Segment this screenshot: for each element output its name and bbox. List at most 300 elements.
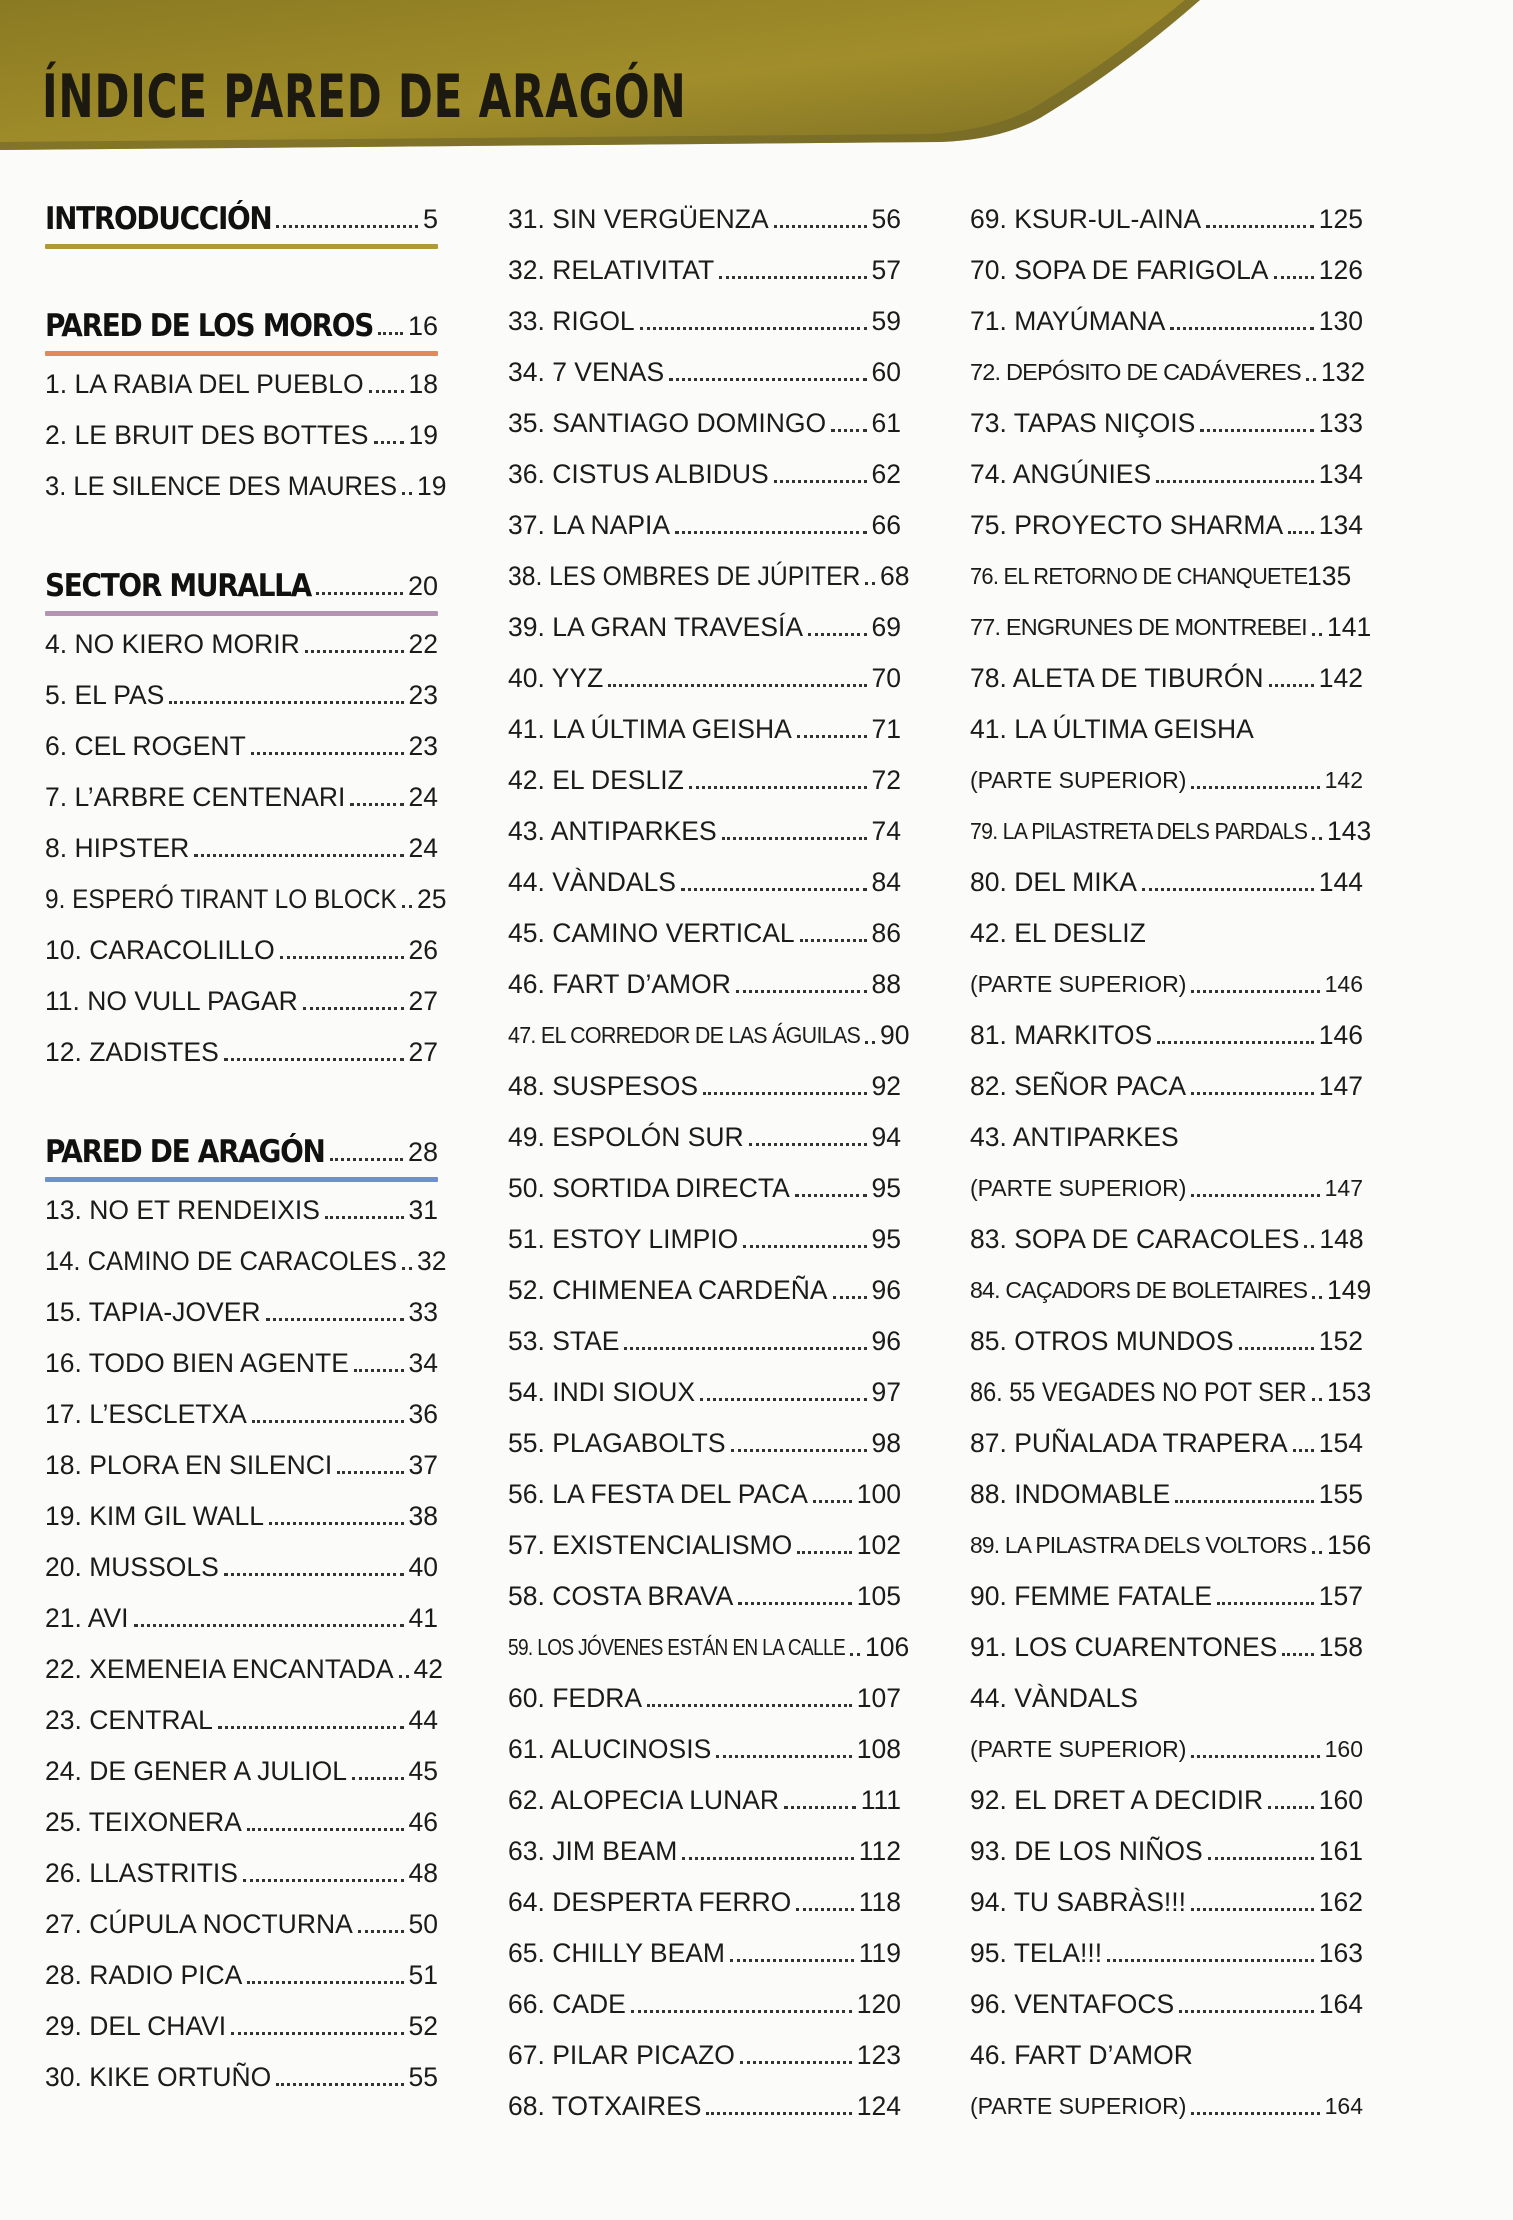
entry-label: 35. SANTIAGO DOMINGO: [508, 408, 827, 438]
index-entry: [508, 251, 901, 285]
index-entry: [508, 863, 901, 897]
dot-leader: [354, 1369, 404, 1372]
entry-label: 43. ANTIPARKES: [970, 1122, 1179, 1152]
index-entry: [45, 1446, 438, 1480]
dot-leader: [134, 1624, 404, 1627]
index-entry: [970, 710, 1363, 744]
entry-label: 58. COSTA BRAVA: [508, 1581, 734, 1611]
page-number: 50: [408, 1909, 438, 1939]
index-entry: [45, 880, 447, 914]
index-entry: [970, 1883, 1363, 1917]
dot-leader: [231, 2032, 403, 2035]
entry-label: 61. ALUCINOSIS: [508, 1734, 712, 1764]
page-number: 118: [858, 1887, 901, 1917]
page-number: 143: [1327, 816, 1372, 846]
index-entry: [508, 1220, 901, 1254]
dot-leader: [730, 1959, 854, 1962]
dot-leader: [1156, 480, 1314, 483]
index-entry: [508, 1118, 901, 1152]
dot-leader: [624, 1347, 866, 1350]
index-entry: [508, 302, 901, 336]
page-title: ÍNDICE PARED DE ARAGÓN: [42, 62, 687, 132]
entry-label: 30. KIKE ORTUÑO: [45, 2062, 272, 2092]
page-number: 23: [408, 731, 438, 761]
index-entry: [45, 982, 438, 1016]
dot-leader: [194, 854, 403, 857]
dot-leader: [719, 276, 866, 279]
page-number: 45: [408, 1756, 438, 1786]
page-number: 102: [856, 1530, 901, 1560]
index-entry: [45, 778, 438, 812]
index-entry: [45, 1242, 447, 1276]
index-entry: [508, 1883, 901, 1917]
index-entry: [45, 727, 438, 761]
entry-label: 39. LA GRAN TRAVESÍA: [508, 612, 804, 642]
dot-leader: [797, 735, 867, 738]
entry-label: 25. TEIXONERA: [45, 1807, 242, 1837]
page-number: 107: [856, 1683, 901, 1713]
dot-leader: [743, 1245, 866, 1248]
entry-label: 57. EXISTENCIALISMO: [508, 1530, 793, 1560]
page-number: 72: [871, 765, 901, 795]
dot-leader: [1179, 2010, 1314, 2013]
entry-label: 72. DEPÓSITO DE CADÁVERES: [970, 359, 1301, 385]
dot-leader: [831, 429, 866, 432]
dot-leader: [402, 905, 412, 908]
index-entry: [508, 1067, 901, 1101]
dot-leader: [352, 1777, 404, 1780]
page-number: 44: [408, 1705, 438, 1735]
dot-leader: [224, 1058, 404, 1061]
dot-leader: [1269, 684, 1314, 687]
dot-leader: [399, 1675, 409, 1678]
entry-label: 91. LOS CUARENTONES: [970, 1632, 1278, 1662]
index-entry: [508, 965, 901, 999]
page-number: 98: [871, 1428, 901, 1458]
dot-leader: [689, 786, 867, 789]
index-entry: [45, 2007, 438, 2041]
dot-leader: [1312, 1551, 1322, 1554]
entry-label: 60. FEDRA: [508, 1683, 643, 1713]
entry-label: 40. YYZ: [508, 663, 604, 693]
page-number: 147: [1324, 1175, 1363, 1201]
dot-leader: [608, 684, 866, 687]
page-number: 134: [1318, 510, 1363, 540]
index-entry: [508, 914, 901, 948]
index-entry: [970, 2036, 1363, 2070]
page-number: 88: [871, 969, 901, 999]
page-number: 34: [408, 1348, 438, 1378]
page-number: 19: [408, 420, 438, 450]
section-heading: [45, 307, 438, 344]
page-number: 142: [1324, 767, 1363, 793]
index-entry: [970, 965, 1363, 999]
dot-leader: [369, 390, 404, 393]
page-number: 106: [865, 1632, 910, 1662]
dot-leader: [1288, 531, 1314, 534]
page-number: 163: [1318, 1938, 1363, 1968]
index-entry: [45, 1701, 438, 1735]
entry-label: 5. EL PAS: [45, 680, 165, 710]
page-number: 25: [417, 884, 447, 914]
dot-leader: [358, 1930, 404, 1933]
dot-leader: [813, 1500, 852, 1503]
index-entry: [508, 1934, 901, 1968]
entry-label: 37. LA NAPIA: [508, 510, 671, 540]
index-entry: [45, 416, 438, 450]
entry-label: 88. INDOMABLE: [970, 1479, 1171, 1509]
index-entry: [45, 1395, 438, 1429]
page-number: 84: [871, 867, 901, 897]
dot-leader: [647, 1704, 852, 1707]
entry-label: (PARTE SUPERIOR): [970, 1736, 1187, 1762]
index-entry: [45, 1548, 438, 1582]
dot-leader: [252, 1420, 404, 1423]
index-entry: [970, 404, 1363, 438]
page-number: 19: [417, 471, 447, 501]
index-entry: [970, 914, 1363, 948]
dot-leader: [402, 1267, 412, 1270]
index-entry: [508, 557, 910, 591]
entry-label: 77. ENGRUNES DE MONTREBEI: [970, 614, 1307, 640]
entry-label: 81. MARKITOS: [970, 1020, 1153, 1050]
index-entry: [508, 1475, 901, 1509]
title-banner: [0, 0, 1513, 160]
page-number: 132: [1320, 357, 1366, 387]
dot-leader: [865, 1041, 875, 1044]
entry-label: 14. CAMINO DE CARACOLES: [45, 1246, 398, 1276]
dot-leader: [774, 480, 867, 483]
entry-label: 94. TU SABRÀS!!!: [970, 1887, 1187, 1917]
index-entry: [970, 1067, 1363, 1101]
dot-leader: [1274, 276, 1314, 279]
index-entry: [970, 200, 1363, 234]
index-entry: [508, 1271, 901, 1305]
dot-leader: [1107, 1959, 1314, 1962]
entry-label: 76. EL RETORNO DE CHANQUETE: [970, 563, 1308, 589]
page-number: 41: [408, 1603, 438, 1633]
entry-label: 28. RADIO PICA: [45, 1960, 243, 1990]
dot-leader: [1191, 786, 1319, 789]
page-number: 148: [1319, 1224, 1364, 1254]
page-number: 62: [871, 459, 901, 489]
index-entry: [45, 467, 447, 501]
page-number: 92: [871, 1071, 901, 1101]
index-entry: [970, 1475, 1363, 1509]
entry-label: (PARTE SUPERIOR): [970, 1175, 1187, 1201]
page-number: 141: [1327, 612, 1372, 642]
index-entry: [508, 1526, 901, 1560]
entry-label: 8. HIPSTER: [45, 833, 190, 863]
index-entry: [970, 353, 1366, 387]
dot-leader: [325, 1216, 404, 1219]
entry-label: 2. LE BRUIT DES BOTTES: [45, 420, 369, 450]
index-entry: [45, 1854, 438, 1888]
dot-leader: [1312, 1296, 1322, 1299]
index-entry: [508, 1016, 910, 1050]
section-heading-label: PARED DE LOS MOROS: [45, 308, 373, 344]
page-number: 86: [871, 918, 901, 948]
page-number: 61: [871, 408, 901, 438]
dot-leader: [330, 1158, 403, 1161]
index-entry: [508, 353, 901, 387]
entry-label: 36. CISTUS ALBIDUS: [508, 459, 769, 489]
index-entry: [508, 455, 901, 489]
index-entry: [45, 625, 438, 659]
entry-label: 27. CÚPULA NOCTURNA: [45, 1909, 353, 1939]
entry-label: 21. AVI: [45, 1603, 129, 1633]
entry-label: 80. DEL MIKA: [970, 867, 1137, 897]
dot-leader: [774, 225, 867, 228]
entry-label: 29. DEL CHAVI: [45, 2011, 227, 2041]
page-number: 147: [1318, 1071, 1363, 1101]
entry-label: 49. ESPOLÓN SUR: [508, 1122, 744, 1152]
page-number: 23: [408, 680, 438, 710]
entry-label: 96. VENTAFOCS: [970, 1989, 1175, 2019]
section-heading: [45, 567, 438, 604]
index-entry: [508, 1985, 901, 2019]
page-number: 42: [413, 1654, 444, 1684]
dot-leader: [700, 1398, 866, 1401]
entry-label: 42. EL DESLIZ: [508, 765, 684, 795]
index-entry: [970, 1934, 1363, 1968]
entry-label: 32. RELATIVITAT: [508, 255, 715, 285]
page-number: 157: [1318, 1581, 1363, 1611]
section-divider: [45, 611, 438, 616]
entry-label: 69. KSUR-UL-AINA: [970, 204, 1202, 234]
page-number: 120: [856, 1989, 901, 2019]
page-number: 46: [408, 1807, 438, 1837]
index-entry: [45, 1497, 438, 1531]
index-entry: [508, 761, 901, 795]
entry-label: 47. EL CORREDOR DE LAS ÁGUILAS: [508, 1022, 861, 1048]
page-number: 124: [856, 2091, 901, 2121]
entry-label: 17. L’ESCLETXA: [45, 1399, 247, 1429]
dot-leader: [247, 1981, 403, 1984]
dot-leader: [1142, 888, 1314, 891]
page-number: 24: [408, 782, 438, 812]
page-number: 52: [408, 2011, 438, 2041]
dot-leader: [1191, 2112, 1319, 2115]
dot-leader: [1312, 1398, 1322, 1401]
dot-leader: [280, 956, 404, 959]
page-number: 125: [1318, 204, 1363, 234]
entry-label: 59. LOS JÓVENES ESTÁN EN LA CALLE: [508, 1634, 846, 1660]
entry-label: 41. LA ÚLTIMA GEISHA: [970, 714, 1254, 744]
dot-leader: [706, 2112, 851, 2115]
index-entry: [970, 761, 1363, 795]
entry-label: 67. PILAR PICAZO: [508, 2040, 735, 2070]
dot-leader: [722, 837, 867, 840]
entry-label: 66. CADE: [508, 1989, 626, 2019]
index-entry: [45, 1650, 444, 1684]
page-number: 28: [407, 1137, 438, 1167]
page-number: 40: [408, 1552, 438, 1582]
page-number: 96: [871, 1326, 901, 1356]
page-number: 144: [1318, 867, 1363, 897]
dot-leader: [675, 531, 866, 534]
page-number: 160: [1318, 1785, 1363, 1815]
index-entry: [45, 931, 438, 965]
dot-leader: [378, 332, 403, 335]
page-number: 60: [871, 357, 901, 387]
index-entry: [508, 404, 901, 438]
page-number: 5: [422, 204, 438, 234]
page-number: 164: [1318, 1989, 1363, 2019]
page-number: 111: [860, 1785, 901, 1815]
dot-leader: [1306, 378, 1316, 381]
index-entry: [508, 1373, 901, 1407]
dot-leader: [797, 1551, 852, 1554]
entry-label: (PARTE SUPERIOR): [970, 2093, 1187, 2119]
entry-label: 82. SEÑOR PACA: [970, 1071, 1186, 1101]
entry-label: 83. SOPA DE CARACOLES: [970, 1224, 1300, 1254]
page-number: 74: [871, 816, 901, 846]
index-entry: [45, 1344, 438, 1378]
section-heading-label: PARED DE ARAGÓN: [45, 1134, 325, 1170]
dot-leader: [784, 1806, 856, 1809]
entry-label: 46. FART D’AMOR: [508, 969, 731, 999]
index-entry: [508, 659, 901, 693]
dot-leader: [1191, 1092, 1314, 1095]
entry-label: 12. ZADISTES: [45, 1037, 219, 1067]
page-number: 51: [408, 1960, 438, 1990]
index-entry: [970, 659, 1363, 693]
dot-leader: [243, 1879, 404, 1882]
page-number: 97: [871, 1377, 901, 1407]
entry-label: 38. LES OMBRES DE JÚPITER: [508, 561, 861, 591]
entry-label: 7. L’ARBRE CENTENARI: [45, 782, 346, 812]
index-entry: [45, 1905, 438, 1939]
page-number: 161: [1318, 1836, 1363, 1866]
entry-label: 79. LA PILASTRETA DELS PARDALS: [970, 818, 1308, 844]
index-entry: [970, 1424, 1363, 1458]
page-number: 66: [871, 510, 901, 540]
page-number: 149: [1327, 1275, 1372, 1305]
index-entry: [45, 1033, 438, 1067]
entry-label: 33. RIGOL: [508, 306, 635, 336]
index-entry: [508, 710, 901, 744]
section-divider: [45, 351, 438, 356]
dot-leader: [1170, 327, 1313, 330]
index-entry: [970, 863, 1363, 897]
dot-leader: [402, 492, 412, 495]
page-number: 135: [1307, 561, 1352, 591]
index-entry: [508, 1628, 910, 1662]
page-number: 27: [408, 1037, 438, 1067]
section-heading-label: SECTOR MURALLA: [45, 568, 311, 604]
page-number: 20: [407, 571, 438, 601]
entry-label: 62. ALOPECIA LUNAR: [508, 1785, 780, 1815]
dot-leader: [266, 1318, 404, 1321]
index-entry: [970, 1169, 1363, 1203]
dot-leader: [716, 1755, 852, 1758]
dot-leader: [1208, 1857, 1314, 1860]
dot-leader: [1312, 837, 1322, 840]
dot-leader: [1304, 1245, 1314, 1248]
entry-label: 53. STAE: [508, 1326, 620, 1356]
dot-leader: [1191, 1194, 1319, 1197]
page-number: 71: [871, 714, 901, 744]
entry-label: 70. SOPA DE FARIGOLA: [970, 255, 1269, 285]
page-number: 160: [1324, 1736, 1363, 1762]
dot-leader: [1191, 1755, 1319, 1758]
page-number: 70: [871, 663, 901, 693]
section-heading: [45, 200, 438, 237]
entry-label: 84. CAÇADORS DE BOLETAIRES: [970, 1277, 1308, 1303]
page-number: 48: [408, 1858, 438, 1888]
index-entry: [970, 1526, 1372, 1560]
index-entry: [970, 1016, 1363, 1050]
page-number: 100: [856, 1479, 901, 1509]
entry-label: 3. LE SILENCE DES MAURES: [45, 471, 398, 501]
page-number: 108: [856, 1734, 901, 1764]
index-entry: [508, 1424, 901, 1458]
dot-leader: [269, 1522, 404, 1525]
dot-leader: [218, 1726, 404, 1729]
page-number: 156: [1327, 1530, 1372, 1560]
entry-label: 23. CENTRAL: [45, 1705, 213, 1735]
dot-leader: [1206, 225, 1314, 228]
entry-label: 44. VÀNDALS: [508, 867, 676, 897]
page-number: 162: [1318, 1887, 1363, 1917]
entry-label: 65. CHILLY BEAM: [508, 1938, 726, 1968]
entry-label: 64. DESPERTA FERRO: [508, 1887, 792, 1917]
entry-label: 68. TOTXAIRES: [508, 2091, 702, 2121]
entry-label: 24. DE GENER A JULIOL: [45, 1756, 347, 1786]
index-entry: [970, 1271, 1372, 1305]
entry-label: 20. MUSSOLS: [45, 1552, 219, 1582]
page-number: 22: [408, 629, 438, 659]
section-heading: [45, 1133, 438, 1170]
page-number: 94: [871, 1122, 901, 1152]
entry-label: 6. CEL ROGENT: [45, 731, 246, 761]
dot-leader: [224, 1573, 404, 1576]
dot-leader: [1157, 1041, 1314, 1044]
index-entry: [45, 1191, 438, 1225]
entry-label: 74. ANGÚNIES: [970, 459, 1152, 489]
page-number: 68: [880, 561, 910, 591]
index-entry: [970, 1730, 1363, 1764]
entry-label: 89. LA PILASTRA DELS VOLTORS: [970, 1532, 1307, 1558]
dot-leader: [1312, 633, 1322, 636]
page-number: 154: [1318, 1428, 1363, 1458]
page-number: 57: [871, 255, 901, 285]
entry-label: 51. ESTOY LIMPIO: [508, 1224, 739, 1254]
index-entry: [970, 506, 1363, 540]
index-entry: [508, 200, 901, 234]
index-entry: [45, 676, 438, 710]
page-number: 133: [1318, 408, 1363, 438]
page-number: 32: [417, 1246, 447, 1276]
page-number: 95: [871, 1173, 901, 1203]
page-number: 152: [1318, 1326, 1363, 1356]
entry-label: 4. NO KIERO MORIR: [45, 629, 300, 659]
entry-label: 1. LA RABIA DEL PUEBLO: [45, 369, 364, 399]
entry-label: 10. CARACOLILLO: [45, 935, 275, 965]
page-number: 105: [856, 1581, 901, 1611]
dot-leader: [316, 592, 403, 595]
dot-leader: [795, 1194, 867, 1197]
entry-label: 9. ESPERÓ TIRANT LO BLOCK: [45, 884, 397, 914]
entry-label: 34. 7 VENAS: [508, 357, 665, 387]
dot-leader: [1191, 990, 1319, 993]
dot-leader: [1293, 1449, 1314, 1452]
dot-leader: [669, 378, 866, 381]
entry-label: 45. CAMINO VERTICAL: [508, 918, 795, 948]
entry-label: 78. ALETA DE TIBURÓN: [970, 663, 1264, 693]
dot-leader: [731, 1449, 867, 1452]
